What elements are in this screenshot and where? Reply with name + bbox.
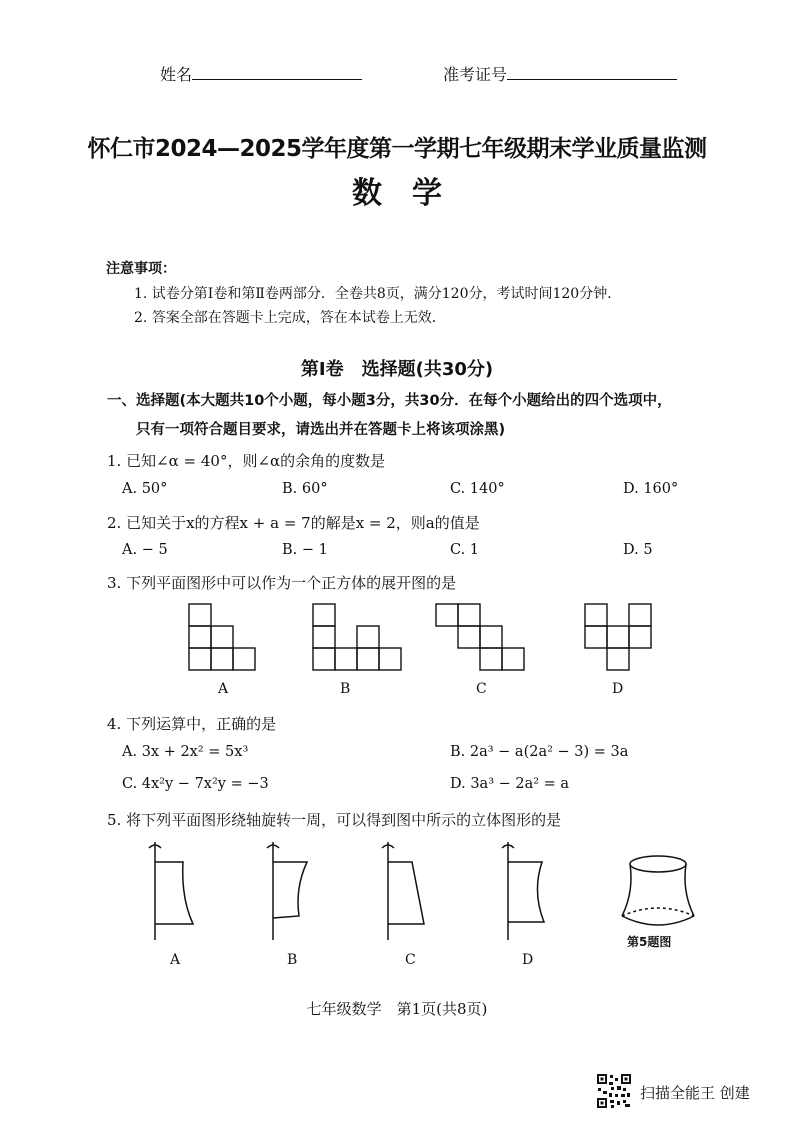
- q3-label-a: A: [218, 681, 229, 697]
- q2-option-a: A. − 5: [122, 542, 168, 558]
- page-footer: 七年级数学 第1页(共8页): [306, 1000, 488, 1018]
- q1-option-a: A. 50°: [122, 481, 168, 497]
- section-title: 第Ⅰ卷 选择题(共30分): [300, 359, 494, 380]
- name-field: [160, 62, 362, 85]
- q1-option-d: D. 160°: [623, 481, 679, 497]
- question-4-stem: 4. 下列运算中，正确的是: [107, 715, 277, 733]
- q4-option-c: C. 4x²y − 7x²y = −3: [122, 776, 269, 792]
- q2-option-d: D. 5: [623, 542, 653, 558]
- qr-code-icon: [597, 1074, 631, 1108]
- cube-net-a: [189, 604, 259, 670]
- exam-id-label: 准考证号: [443, 65, 508, 84]
- rotation-shape-a: [145, 838, 205, 943]
- cube-net-c: [436, 604, 526, 670]
- solid-figure: [618, 852, 698, 932]
- q2-option-b: B. − 1: [282, 542, 328, 558]
- q4-option-b: B. 2a³ − a(2a² − 3) = 3a: [450, 744, 629, 760]
- notice-item-1: 1. 试卷分第Ⅰ卷和第Ⅱ卷两部分．全卷共8页，满分120分，考试时间120分钟．: [134, 286, 622, 302]
- q5-label-a: A: [170, 952, 181, 968]
- q3-label-d: D: [612, 681, 624, 697]
- cube-net-d: [585, 604, 655, 670]
- watermark-text: 扫描全能王 创建: [640, 1084, 750, 1102]
- rotation-shape-d: [498, 838, 558, 943]
- q5-label-d: D: [522, 952, 534, 968]
- rotation-shape-b: [265, 838, 325, 943]
- q5-figure-caption: 第5题图: [627, 935, 672, 949]
- q4-option-d: D. 3a³ − 2a² = a: [450, 776, 570, 792]
- q1-option-c: C. 140°: [450, 481, 505, 497]
- cube-net-b: [313, 604, 383, 670]
- q3-label-c: C: [476, 681, 487, 697]
- question-2-stem: 2. 已知关于x的方程x + a = 7的解是x = 2，则a的值是: [107, 514, 480, 532]
- q2-option-c: C. 1: [450, 542, 480, 558]
- name-label: 姓名: [160, 65, 193, 84]
- question-5-stem: 5. 将下列平面图形绕轴旋转一周，可以得到图中所示的立体图形的是: [107, 811, 562, 829]
- q5-label-b: B: [287, 952, 298, 968]
- notice-item-2: 2. 答案全部在答题卡上完成，答在本试卷上无效．: [134, 310, 446, 326]
- rotation-shape-c: [380, 838, 440, 943]
- notice-heading: 注意事项：: [106, 261, 176, 277]
- exam-id-blank: [507, 65, 677, 80]
- q5-label-c: C: [405, 952, 416, 968]
- question-1-stem: 1. 已知∠α = 40°，则∠α的余角的度数是: [107, 452, 386, 470]
- name-blank: [192, 65, 362, 80]
- exam-title: 怀仁市2024—2025学年度第一学期七年级期末学业质量监测: [87, 136, 707, 162]
- exam-id-field: [443, 62, 677, 85]
- section-instruction-2: 只有一项符合题目要求，请选出并在答题卡上将该项涂黑): [136, 422, 506, 438]
- question-3-stem: 3. 下列平面图形中可以作为一个正方体的展开图的是: [107, 574, 457, 592]
- q1-option-b: B. 60°: [282, 481, 328, 497]
- q4-option-a: A. 3x + 2x² = 5x³: [122, 744, 249, 760]
- q3-label-b: B: [340, 681, 351, 697]
- subject-title: 数学: [352, 176, 472, 211]
- section-instruction-1: 一、选择题(本大题共10个小题，每小题3分，共30分．在每个小题给出的四个选项中，: [107, 393, 672, 409]
